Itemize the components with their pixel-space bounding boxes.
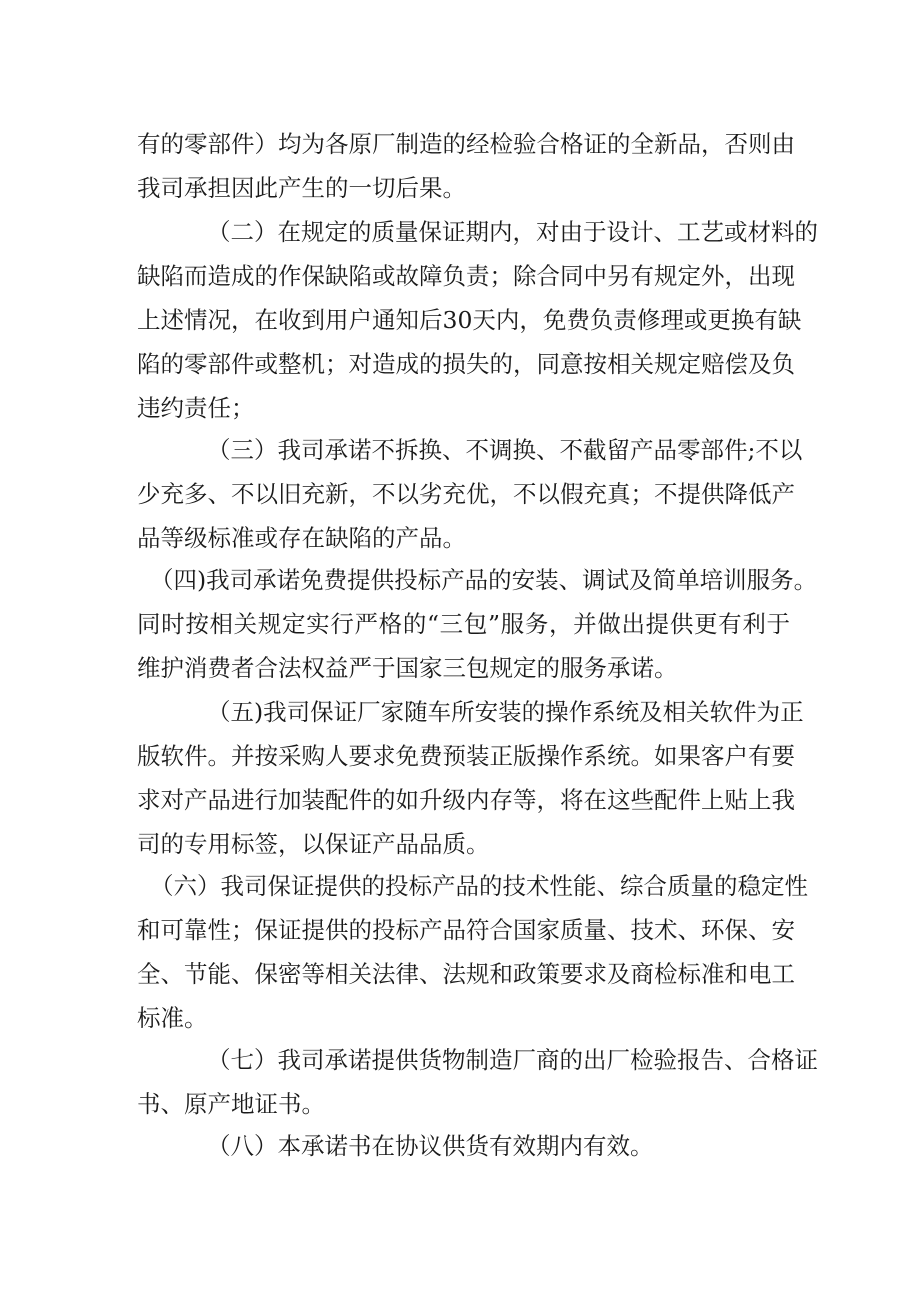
text-line: 陷的零部件或整机；对造成的损失的，同意按相关规定赔偿及负 xyxy=(137,350,795,378)
text-line: 求对产品进行加装配件的如升级内存等，将在这些配件上贴上我 xyxy=(137,786,795,814)
text-line: 和可靠性；保证提供的投标产品符合国家质量、技术、环保、安 xyxy=(137,916,795,944)
text-line: 有的零部件）均为各原厂制造的经检验合格证的全新品，否则由 xyxy=(137,130,795,158)
text-line: （七）我司承诺提供货物制造厂商的出厂检验报告、合格证 xyxy=(207,1046,818,1074)
text-line: 书、原产地证书。 xyxy=(137,1090,325,1118)
text-line: 品等级标准或存在缺陷的产品。 xyxy=(137,524,466,552)
text-line: （八）本承诺书在协议供货有效期内有效。 xyxy=(207,1132,654,1160)
text-line: 全、节能、保密等相关法律、法规和政策要求及商检标准和电工 xyxy=(137,960,795,988)
text-line: （五)我司保证厂家随车所安装的操作系统及相关软件为正 xyxy=(207,698,804,726)
text-line: 违约责任； xyxy=(137,394,255,422)
text-line: 版软件。并按采购人要求免费预装正版操作系统。如果客户有要 xyxy=(137,742,795,770)
text-line: 上述情况，在收到用户通知后30天内，免费负责修理或更换有缺 xyxy=(137,306,802,334)
text-line: （六）我司保证提供的投标产品的技术性能、综合质量的稳定性 xyxy=(150,872,808,900)
text-line: 我司承担因此产生的一切后果。 xyxy=(137,174,466,202)
text-line: （二）在规定的质量保证期内，对由于设计、工艺或材料的 xyxy=(207,218,818,246)
text-line: 缺陷而造成的作保缺陷或故障负责；除合同中另有规定外，出现 xyxy=(137,262,795,290)
text-line: （三）我司承诺不拆换、不调换、不截留产品零部件;不以 xyxy=(207,436,803,464)
text-line: 少充多、不以旧充新，不以劣充优，不以假充真；不提供降低产 xyxy=(137,480,795,508)
text-line: 维护消费者合法权益严于国家三包规定的服务承诺。 xyxy=(137,654,678,682)
text-line: 同时按相关规定实行严格的“三包”服务，并做出提供更有利于 xyxy=(137,610,790,638)
text-line: 标准。 xyxy=(137,1004,208,1032)
text-line: 司的专用标签，以保证产品品质。 xyxy=(137,830,490,858)
text-line: （四)我司承诺免费提供投标产品的安装、调试及简单培训服务。 xyxy=(150,566,818,594)
